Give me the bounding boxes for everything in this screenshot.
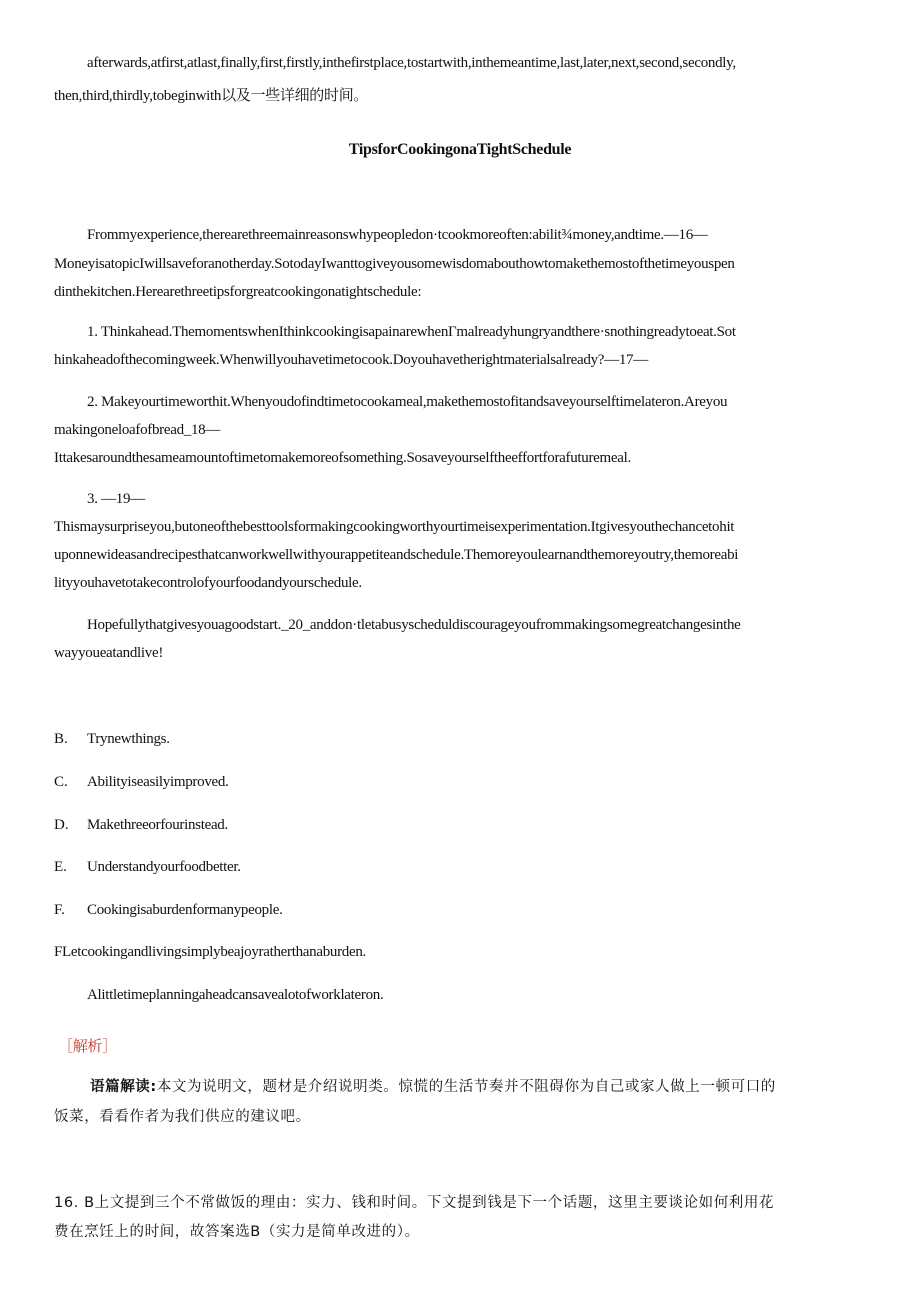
- para1-line-2: MoneyisatopicIwillsaveforanotherday.SotodayIwanttogiveyousomewisdomabouthowtomakethemostofthetimeyouspen: [54, 256, 735, 272]
- option-f-letter: F.: [54, 902, 65, 918]
- tip3-line-2: Thismaysurpriseyou,butoneofthebesttoolsformakingcookingworthyourtimeisexperimentation.Itgivesyouthechancetohit: [54, 519, 735, 535]
- option-d-text: Makethreeorfourinstead.: [87, 817, 228, 833]
- summary-label: 语篇解读:: [90, 1079, 157, 1095]
- q16-line-2: 费在烹饪上的时间，故答案选B（实力是简单改进的）。: [54, 1224, 420, 1240]
- article-title: TipsforCookingonaTightSchedule: [348, 141, 572, 158]
- tip2-line-3: Ittakesaroundthesameamountoftimetomakemoreofsomething.Sosaveyourselftheeffortforafuturemeal.: [54, 450, 631, 466]
- intro-line-1: afterwards,atfirst,atlast,finally,first,firstly,inthefirstplace,tostartwith,inthemeantime,last,later,next,second,secondly,: [87, 55, 736, 71]
- closing-line-2: wayyoueatandlive!: [54, 645, 164, 661]
- para1-line-1: Frommyexperience,therearethreemainreasonswhypeopledon·tcookmoreoften:abilit¾money,andtime.—16—: [87, 227, 708, 243]
- summary-text-1: 本文为说明文，题材是介绍说明类。惊慌的生活节奏并不阻碍你为自己或家人做上一顿可口的: [156, 1079, 776, 1095]
- option-e-text: Understandyourfoodbetter.: [87, 859, 241, 875]
- q16-line-1: 16. B上文提到三个不常做饭的理由：实力、钱和时间。下文提到钱是下一个话题，这里主要谈论如何利用花: [54, 1195, 775, 1211]
- extra-line-2: Alittletimeplanningaheadcansavealotofworklateron.: [87, 987, 384, 1003]
- summary-line-2: 饭菜，看看作者为我们供应的建议吧。: [54, 1109, 311, 1125]
- intro-line-2-text: then,third,thirdly,tobeginwith以及一些详细的时间。: [54, 88, 369, 104]
- option-c-letter: C.: [54, 774, 68, 790]
- para1-line-3: dinthekitchen.Herearethreetipsforgreatcookingonatightschedule:: [54, 284, 422, 300]
- intro-line-2: [54, 84, 368, 105]
- extra-line-1: FLetcookingandlivingsimplybeajoyratherthanaburden.: [54, 944, 366, 960]
- option-f-text: Cookingisaburdenformanypeople.: [87, 902, 283, 918]
- tip2-line-2: makingoneloafofbread_18—: [54, 422, 221, 438]
- analysis-header: ［解析］: [58, 1037, 117, 1055]
- tip3-line-1: 3. —19—: [87, 491, 145, 507]
- tip2-line-1: 2. Makeyourtimeworthit.Whenyoudofindtimetocookameal,makethemostofitandsaveyourselftimelateron.Areyou: [87, 394, 728, 410]
- option-b-letter: B.: [54, 731, 68, 747]
- tip1-line-1: 1. Thinkahead.ThemomentswhenIthinkcookingisapainarewhenΓmalreadyhungryandthere·snothingreadytoeat.Sot: [87, 324, 736, 340]
- tip1-line-2: hinkaheadofthecomingweek.Whenwillyouhavetimetocook.Doyouhavetherightmaterialsalready?—17—: [54, 352, 648, 368]
- closing-line-1: Hopefullythatgivesyouagoodstart._20_anddon·tletabusyscheduldiscourageyoufrommakingsomegreatchangesinthe: [87, 617, 741, 633]
- option-c-text: Abilityiseasilyimproved.: [87, 774, 229, 790]
- tip3-line-4: lityyouhavetotakecontrolofyourfoodandyourschedule.: [54, 575, 362, 591]
- option-b-text: Trynewthings.: [87, 731, 170, 747]
- tip3-line-3: uponnewideasandrecipesthatcanworkwellwithyourappetiteandschedule.Themoreyoulearnandthemoreyoutry,themoreabi: [54, 547, 739, 563]
- option-d-letter: D.: [54, 817, 69, 833]
- summary-line-1: [90, 1075, 776, 1096]
- option-e-letter: E.: [54, 859, 67, 875]
